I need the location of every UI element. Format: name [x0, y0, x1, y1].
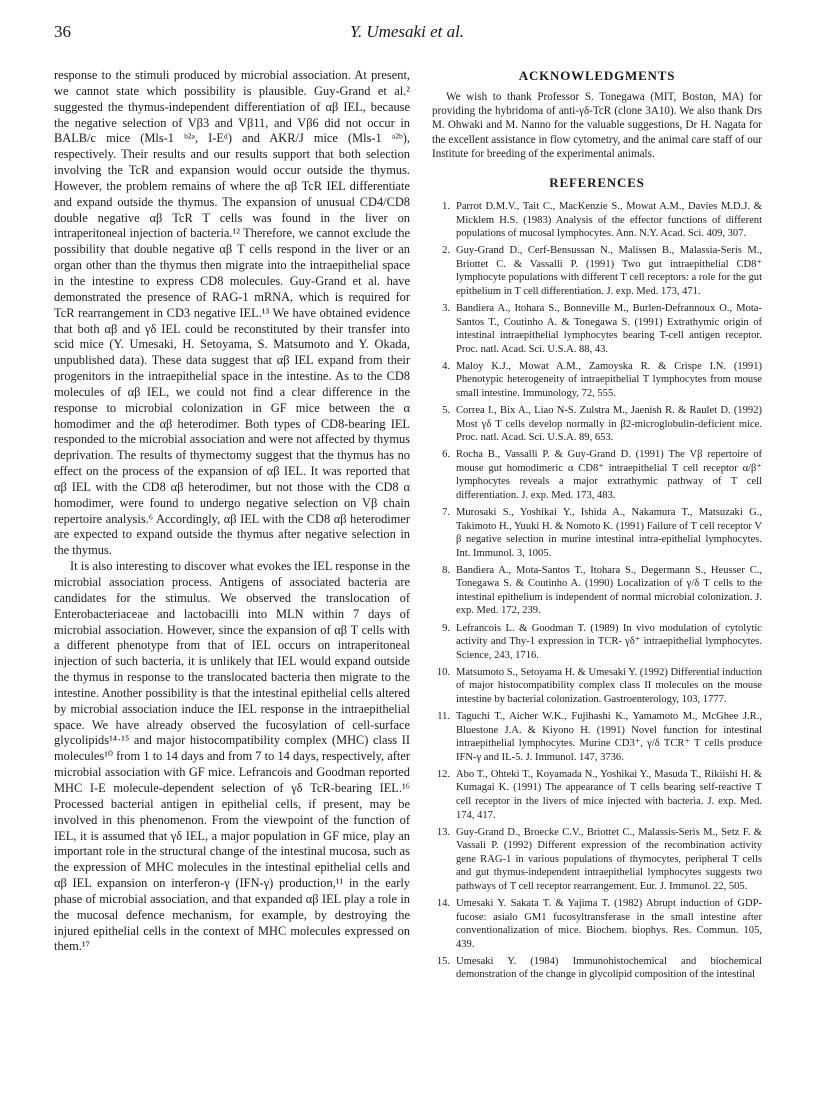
- reference-number: 3.: [442, 303, 450, 315]
- reference-number: 9.: [442, 622, 450, 634]
- reference-text: Bandiera A., Itohara S., Bonneville M., Burlen-Defrannoux O., Mota-Santos T., Coutinho A. & Tonegawa S. (1991) Extrathymic origin of intestinal intraepithelial lymphocytes bearing T-cell antigen receptor. Proc. natl. Acad. Sci. U.S.A. 88, 43.: [456, 303, 762, 355]
- reference-number: 10.: [436, 666, 450, 678]
- reference-text: Taguchi T., Aicher W.K., Fujihashi K., Yamamoto M., McGhee J.R., Bluestone J.A. & Kiyono H. (1991) Novel function for intestinal intraepithelial lymphocytes. Murine CD3⁺, γ/δ TCR⁺ T cells produce IFN-γ and IL-5. J. Immunol. 147, 3736.: [456, 711, 762, 763]
- reference-number: 2.: [442, 245, 450, 257]
- reference-number: 7.: [442, 507, 450, 519]
- reference-text: Parrot D.M.V., Tait C., MacKenzie S., Mowat A.M., Davies M.D.J. & Micklem H.S. (1983) Analysis of the effector functions of different populations of mucosal lymphocytes. Ann. N.Y. Acad. Sci. 409, 307.: [456, 201, 762, 240]
- reference-item: [432, 404, 762, 445]
- page-number: 36: [54, 22, 71, 41]
- reference-number: 15.: [436, 955, 450, 967]
- reference-item: [432, 622, 762, 663]
- reference-number: 5.: [442, 405, 450, 417]
- reference-text: Guy-Grand D., Broecke C.V., Briottet C., Malassis-Seris M., Setz F. & Vassali P. (1992) Different expression of the recombination activity gene RAG-1 in various populations of thymocytes, peripheral T cells and gut thymus-independent intraepithelial lymphocytes suggests two pathways of T cell receptor rearrangement. Eur. J. Immunol. 22, 505.: [456, 826, 762, 892]
- reference-text: Matsumoto S., Setoyama H. & Umesaki Y. (1992) Differential induction of major histocompatibility complex class II molecules on the mouse intestine by bacterial colonization. Gastroenterology, 103, 1777.: [456, 666, 762, 705]
- reference-item: [432, 666, 762, 707]
- reference-item: [432, 302, 762, 356]
- reference-item: [432, 768, 762, 822]
- references-title: REFERENCES: [549, 175, 645, 191]
- reference-item: [432, 955, 762, 982]
- reference-number: 1.: [442, 201, 450, 213]
- reference-item: [432, 200, 762, 241]
- reference-number: 12.: [436, 768, 450, 780]
- reference-list: [432, 200, 762, 982]
- reference-number: 14.: [436, 897, 450, 909]
- body-paragraph: response to the stimuli produced by microbial association. At present, we cannot state which possibility is plausible. Guy-Grand et al.² suggested the thymus-independent differentiation of αβ IEL, because the negative selection of Vβ3 and Vβ11, and Vβ6 did not occur in BALB/c mice (Mls-1 ᵇ²ᵃ, I-Eᵈ) and AKR/J mice (Mls-1 ᵃ²ᵇ), respectively. Their results and our results support that both selection involving the TcR and expansion would occur outside the thymus. However, the problem remains of where the αβ TcR IEL differentiate and expand outside the thymus. The expansion of unusual CD4/CD8 double negative αβ TcR T cells was found in the liver on intraperitoneal injection of bacteria.¹² Therefore, we cannot exclude the possibility that double negative αβ T cells respond in the liver or an organ other than the thymus then migrate into the intraepithelial space in the intestine to express CD8 molecules. Guy-Grand et al. have demonstrated the presence of RAG-1 mRNA, which is required for TcR rearrangement in CD3 negative IEL.¹³ We have obtained evidence that both αβ and γδ IEL could be reconstituted by their transfer into scid mice (Y. Umesaki, H. Setoyama, S. Matsumoto and Y. Okada, unpublished data). These data suggest that αβ IEL expand from their progenitors in the intraepithelial space in the intestine. As to the CD8 molecules of αβ IEL, we could not find a clear difference in the response to microbial colonization in GF mice between the α homodimer and the αβ heterodimer. Both types of CD8-bearing IEL responded to the microbial association and were not affected by thymus deprivation. The results of thymectomy suggest that the thymus has no effect on the process of the expansion of αβ IEL. It was reported that αβ IEL with the CD8 αβ heterodimer, but not those with the CD8 α homodimer, were found to undergo negative selection on Vβ chain repertoire analysis.⁶ Accordingly, αβ IEL with the CD8 αβ heterodimer are expected to expand outside the thymus after negative selection in the thymus.: [54, 68, 410, 558]
- reference-text: Correa I., Bix A., Liao N-S. Zulstra M., Jaenish R. & Raulet D. (1992) Most γδ T cells develop normally in β2-microglobulin-deficient mice. Proc. natl. Acad. Sci. U.S.A. 89, 653.: [456, 405, 762, 444]
- reference-item: [432, 710, 762, 764]
- reference-item: [432, 897, 762, 951]
- reference-text: Murosaki S., Yoshikai Y., Ishida A., Nakamura T., Matsuzaki G., Takimoto H., Yuuki H. & Nomoto K. (1991) Failure of T cell receptor V β negative selection in murine intestinal intra-epithelial lymphocytes. Int. Immunol. 3, 1005.: [456, 507, 762, 559]
- reference-text: Umesaki Y. (1984) Immunohistochemical and biochemical demonstration of the change in glycolipid composition of the intestinal: [456, 955, 762, 981]
- reference-text: Abo T., Ohteki T., Koyamada N., Yoshikai Y., Masuda T., Rikiishi H. & Kumagai K. (1991) The appearance of T cells bearing self-reactive T cell receptor in the livers of mice injected with bacteria. J. exp. Med. 174, 417.: [456, 768, 762, 821]
- acknowledgments-section: [432, 68, 762, 161]
- reference-text: Guy-Grand D., Cerf-Bensussan N., Malissen B., Malassia-Seris M., Briottet C. & Vassalli P. (1991) Two gut intraepithelial CD8⁺ lymphocyte populations with different T cell receptors: a role for the gut epithelium in T cell differentiation. J. exp. Med. 173, 471.: [456, 245, 762, 297]
- reference-text: Maloy K.J., Mowat A.M., Zamoyska R. & Crispe I.N. (1991) Phenotypic heterogeneity of intraepithelial T lymphocytes from mouse small intestine. Immunology, 72, 555.: [456, 360, 762, 399]
- body-paragraph: It is also interesting to discover what evokes the IEL response in the microbial association process. Antigens of associated bacteria are candidates for the stimulus. We observed the translocation of Enterobacteriaceae and lactobacilli into MLN within 7 days of microbial association. However, since the expansion of αβ T cells with a different phenotype from that of IEL occurs on intraperitoneal injection of such bacteria, it is unlikely that IEL would expand outside the thymus in response to the translocated bacteria then migrate to the intestine. Another possibility is that the intestinal epithelial cells altered by microbial association induce the IEL response in the intraepithelial space. We have already observed the fucosylation of cell-surface glycolipids¹⁴·¹⁵ and major histocompatibility complex (MHC) class II molecules¹⁰ from 1 to 14 days and from 7 to 14 days, respectively, after microbial association with GF mice. Lefrancois and Goodman reported MHC I-E molecule-dependent selection of γδ TcR-bearing IEL.¹⁶ Processed bacterial antigen in epithelial cells, if present, may be involved in this phenomenon. From the viewpoint of the function of IEL, it is assumed that γδ IEL, a major population in GF mice, play an important role in the structural change of the intestinal mucosa, such as the expression of MHC molecules in the intestinal epithelial cells and αβ IEL expansion on interferon-γ (IFN-γ) production,¹¹ in the early phase of microbial association, and that expanded αβ IEL play a role in the mucosal defence mechanism, for example, by destroying the injured epithelial cells in the context of MHC molecules expressed on them.¹⁷: [54, 559, 410, 954]
- reference-text: Lefrancois L. & Goodman T. (1989) In vivo modulation of cytolytic activity and Thy-1 expression in TCR- γδ⁺ intraepithelial lymphocytes. Science, 243, 1716.: [456, 622, 762, 661]
- reference-item: [432, 826, 762, 894]
- page-header: [54, 22, 760, 48]
- reference-text: Bandiera A., Mota-Santos T., Itohara S., Degermann S., Heusser C., Tonegawa S. & Coutinho A. (1990) Localization of γ/δ T cells to the intestinal epithelium is independent of normal microbial colonization. J. exp. Med. 172, 239.: [456, 564, 762, 617]
- right-column: [432, 68, 762, 985]
- reference-text: Rocha B., Vassalli P. & Guy-Grand D. (1991) The Vβ repertoire of mouse gut homodimeric α CD8⁺ intraepithelial T cell receptor α/β⁺ lymphocytes reveals a major extrathymic pathway of T cell differentiation. J. exp. Med. 173, 483.: [456, 449, 762, 501]
- reference-item: [432, 506, 762, 560]
- reference-item: [432, 448, 762, 502]
- reference-text: Umesaki Y. Sakata T. & Yajima T. (1982) Abrupt induction of GDP-fucose: asialo GM1 fucosyltransferase in the small intestine after conventionalization of mice. Biochem. biophys. Res. Commun. 105, 439.: [456, 897, 762, 950]
- acknowledgments-title: ACKNOWLEDGMENTS: [518, 68, 676, 83]
- running-head: Y. Umesaki et al.: [349, 22, 465, 41]
- references-section: [432, 175, 762, 982]
- reference-item: [432, 360, 762, 401]
- reference-number: 8.: [442, 564, 450, 576]
- reference-number: 13.: [436, 826, 450, 838]
- reference-item: [432, 244, 762, 298]
- reference-number: 6.: [442, 449, 450, 461]
- reference-item: [432, 564, 762, 618]
- body-text-column: [54, 68, 410, 955]
- acknowledgments-text: We wish to thank Professor S. Tonegawa (MIT, Boston, MA) for providing the hybridoma of anti-γδ-TcR (clone 3A10). We also thank Drs M. Ohwaki and M. Nanno for the valuable suggestions, Dr H. Nagata for the excellent assistance in flow cytometry, and the animal care staff of our Institute for breeding of the experimental animals.: [432, 91, 762, 160]
- reference-number: 4.: [442, 360, 450, 372]
- reference-number: 11.: [437, 711, 450, 723]
